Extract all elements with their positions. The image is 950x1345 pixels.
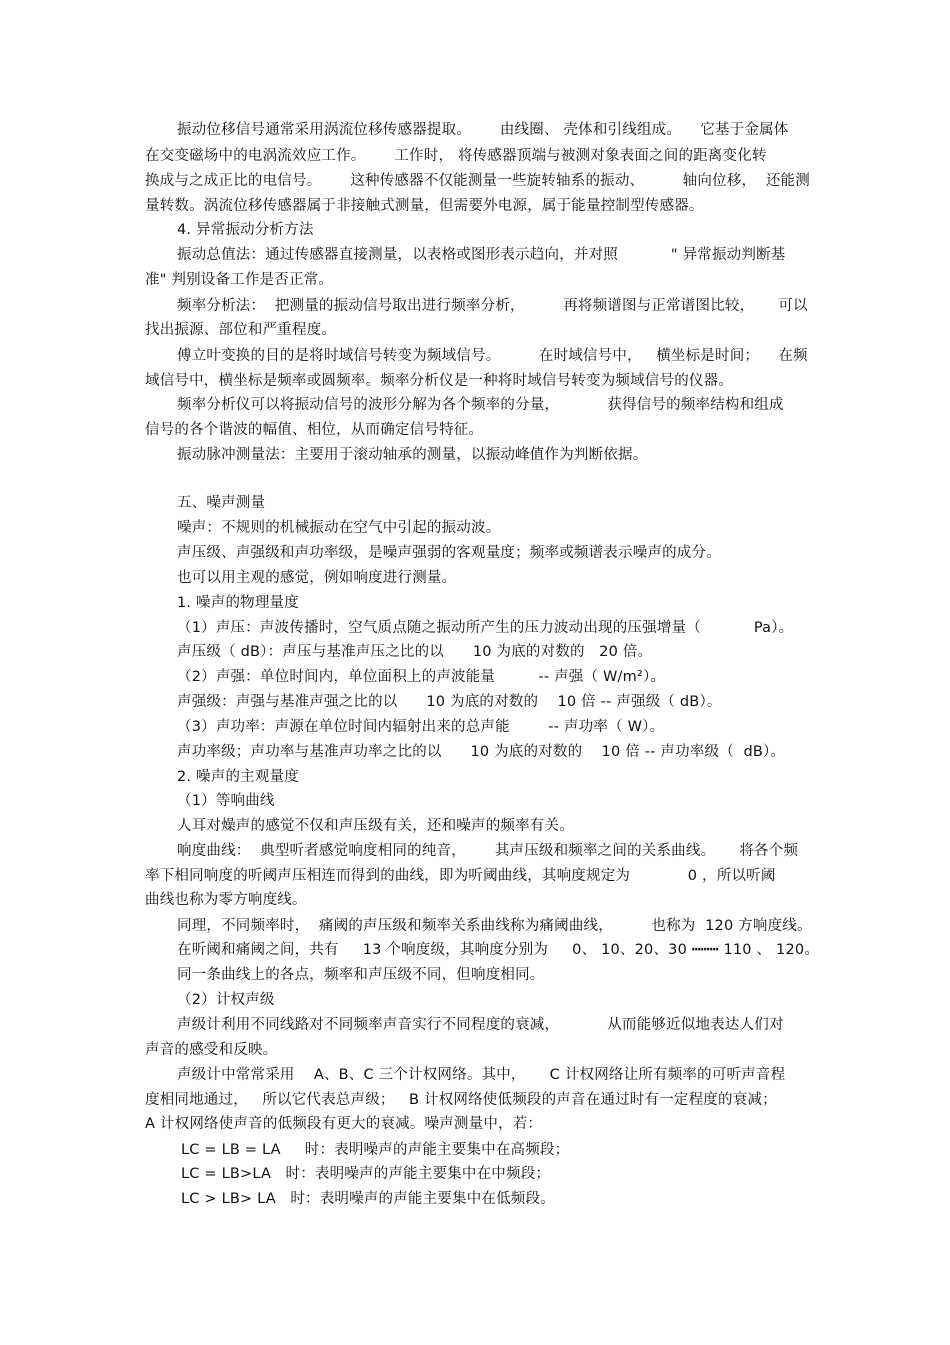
paragraph-line: 准" 判别设备工作是否正常。: [145, 272, 334, 288]
condition-line: LC = LB>LA 时：表明噪声的声能主要集中在中频段；: [181, 1166, 551, 1182]
paragraph-line: 域信号中，横坐标是频率或圆频率。频率分析仪是一种将时域信号转变为频域信号的仪器。: [145, 373, 733, 389]
paragraph-line: 换成与之成正比的电信号。 这种传感器不仅能测量一些旋转轴系的振动、 轴向位移， 还能测: [145, 173, 810, 189]
paragraph-line: 找出振源、部位和严重程度。: [145, 322, 337, 338]
paragraph-line: 响度曲线： 典型听者感觉响度相同的纯音， 其声压级和频率之间的关系曲线。 将各个频: [177, 843, 799, 859]
paragraph-line: 声级计利用不同线路对不同频率声音实行不同程度的衰减， 从而能够近似地表达人们对: [177, 1017, 784, 1033]
paragraph-line: 声压级、声强级和声功率级，是噪声强弱的客观量度；频率或频谱表示噪声的成分。: [177, 545, 721, 561]
paragraph-line: 声功率级；声功率与基准声功率之比的以 10 为底的对数的 10 倍 -- 声功率级（ dB）。: [177, 744, 786, 760]
paragraph-line: 也可以用主观的感觉，例如响度进行测量。: [177, 570, 457, 586]
paragraph-line: 信号的各个谐波的幅值、相位，从而确定信号特征。: [145, 422, 484, 438]
paragraph-line: （2）计权声级: [177, 992, 275, 1008]
paragraph-line: 声级计中常常采用 A、B、C 三个计权网络。其中， C 计权网络让所有频率的可听声音程: [177, 1067, 786, 1083]
paragraph-line: A 计权网络使声音的低频段有更大的衰减。噪声测量中，若：: [145, 1116, 543, 1132]
paragraph-line: 在听阈和痛阈之间，共有 13 个响度级，其响度分别为 0、 10、20、30 ┅┅┅ 110 、 120。: [177, 942, 820, 958]
paragraph-line: （2）声强：单位时间内，单位面积上的声波能量 -- 声强（ W/m²）。: [177, 669, 666, 685]
paragraph-line: 声压级（ dB）：声压与基准声压之比的以 10 为底的对数的 20 倍。: [177, 644, 653, 660]
paragraph-line: （1）等响曲线: [177, 793, 275, 809]
condition-line: LC = LB = LA 时：表明噪声的声能主要集中在高频段；: [181, 1142, 570, 1158]
paragraph-line: 人耳对燥声的感觉不仅和声压级有关，还和噪声的频率有关。: [177, 818, 574, 834]
subsection-heading: 1. 噪声的物理量度: [177, 595, 299, 611]
paragraph-line: 振动位移信号通常采用涡流位移传感器提取。 由线圈、 壳体和引线组成。 它基于金属体: [177, 122, 789, 138]
condition-line: LC > LB> LA 时：表明噪声的声能主要集中在低频段。: [181, 1191, 555, 1207]
paragraph-line: （3）声功率：声源在单位时间内辐射出来的总声能 -- 声功率（ W）。: [177, 719, 665, 735]
paragraph-line: 量转数。涡流位移传感器属于非接触式测量，但需要外电源，属于能量控制型传感器。: [145, 198, 704, 214]
paragraph-line: 噪声：不规则的机械振动在空气中引起的振动波。: [177, 520, 501, 536]
section-heading: 4. 异常振动分析方法: [177, 222, 314, 238]
paragraph-line: 频率分析仪可以将振动信号的波形分解为各个频率的分量， 获得信号的频率结构和组成: [177, 397, 784, 413]
paragraph-line: （1）声压：声波传播时，空气质点随之振动所产生的压力波动出现的压强增量（ Pa）。: [177, 620, 794, 636]
paragraph-line: 度相同地通过， 所以它代表总声级； B 计权网络使低频段的声音在通过时有一定程度的衰减；: [145, 1092, 777, 1108]
subsection-heading: 2. 噪声的主观量度: [177, 769, 299, 785]
paragraph-line: 频率分析法： 把测量的振动信号取出进行频率分析， 再将频谱图与正常谱图比较， 可以: [177, 298, 808, 314]
paragraph-line: 同一条曲线上的各点，频率和声压级不同，但响度相同。: [177, 967, 545, 983]
section-heading: 五、噪声测量: [177, 495, 266, 511]
paragraph-line: 曲线也称为零方响度线。: [145, 892, 307, 908]
paragraph-line: 振动总值法：通过传感器直接测量，以表格或图形表示趋向，并对照 " 异常振动判断基: [177, 247, 786, 263]
paragraph-line: 率下相同响度的听阈声压相连而得到的曲线，即为听阈曲线，其响度规定为 0 ，所以听阈: [145, 868, 776, 884]
paragraph-line: 同理，不同频率时， 痛阈的声压级和频率关系曲线称为痛阈曲线， 也称为 120 方响度线。: [177, 918, 812, 934]
paragraph-line: 傅立叶变换的目的是将时域信号转变为频域信号。 在时域信号中， 横坐标是时间； 在频: [177, 348, 808, 364]
paragraph-line: 声音的感受和反映。: [145, 1042, 278, 1058]
paragraph-line: 振动脉冲测量法：主要用于滚动轴承的测量，以振动峰值作为判断依据。: [177, 447, 648, 463]
paragraph-line: 声强级：声强与基准声强之比的以 10 为底的对数的 10 倍 -- 声强级（ dB）。: [177, 694, 722, 710]
paragraph-line: 在交变磁场中的电涡流效应工作。 工作时， 将传感器顶端与被测对象表面之间的距离变化转: [145, 148, 767, 164]
